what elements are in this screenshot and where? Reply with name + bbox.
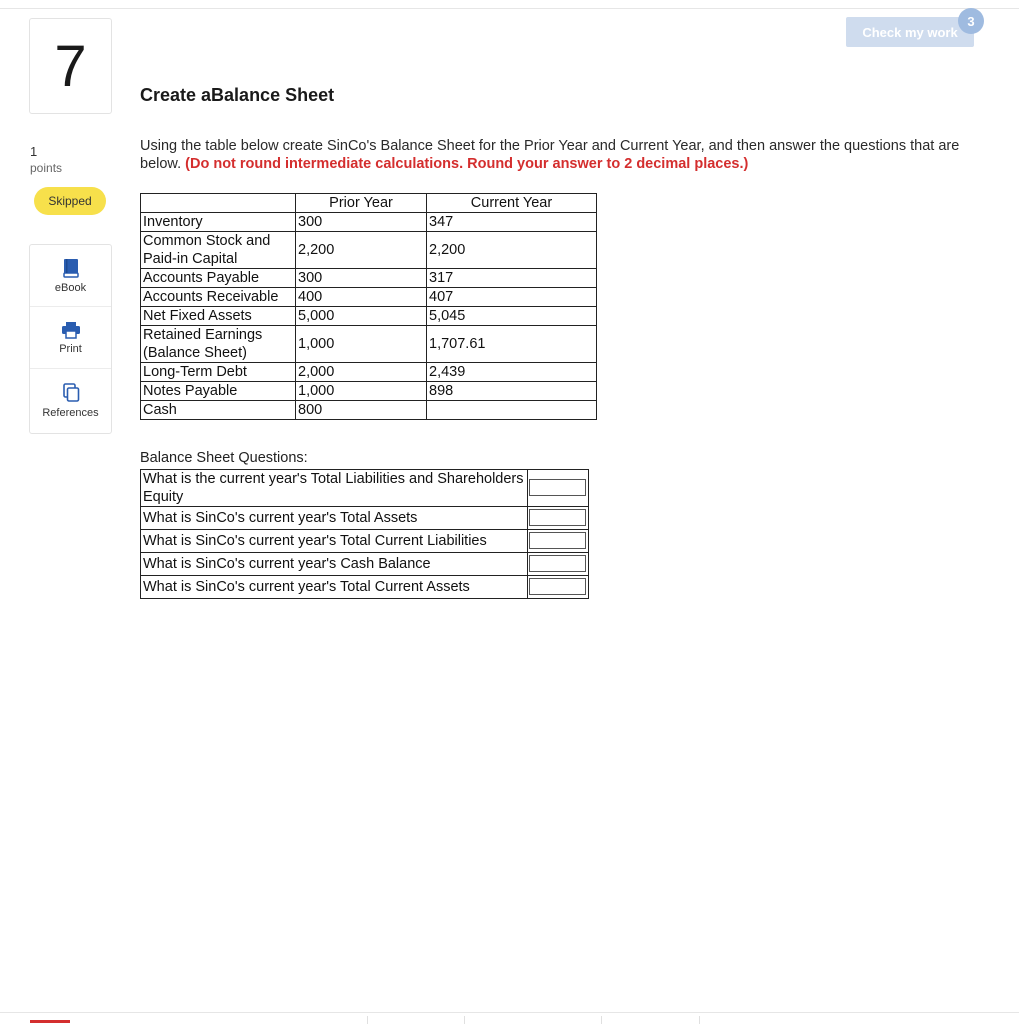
status-badge: Skipped: [34, 187, 106, 215]
question-row: [141, 576, 589, 599]
print-label: Print: [59, 342, 82, 355]
bottom-tick: [367, 1016, 368, 1024]
question-number: 7: [29, 18, 112, 114]
answer-input-total-current-assets[interactable]: [529, 578, 586, 595]
copy-icon: [62, 383, 80, 403]
question-row: [141, 530, 589, 553]
questions-table: [140, 469, 589, 599]
prompt-text: Using the table below create SinCo's Balance Sheet for the Prior Year and Current Year, and then answer the questions that are below.: [140, 138, 960, 172]
check-count-badge: 3: [958, 8, 984, 34]
prior-value: 2,200: [296, 232, 427, 269]
answer-input-total-current-liabilities[interactable]: [529, 532, 586, 549]
questions-heading: Balance Sheet Questions:: [140, 450, 308, 466]
current-value: 347: [427, 213, 597, 232]
answer-cell: [528, 470, 589, 507]
answer-input-cash-balance[interactable]: [529, 555, 586, 572]
tools-panel: [29, 244, 112, 434]
ebook-button[interactable]: [30, 245, 111, 307]
current-value: 2,439: [427, 363, 597, 382]
prior-value: 300: [296, 213, 427, 232]
current-value: 1,707.61: [427, 326, 597, 363]
table-header-blank: [141, 194, 296, 213]
answer-input-total-liabilities-equity[interactable]: [529, 479, 586, 496]
row-label: Net Fixed Assets: [141, 307, 296, 326]
prior-value: 400: [296, 288, 427, 307]
answer-cell: [528, 553, 589, 576]
current-value: 2,200: [427, 232, 597, 269]
question-row: [141, 553, 589, 576]
bottom-tick: [464, 1016, 465, 1024]
table-row: [141, 213, 597, 232]
bottom-tick: [601, 1016, 602, 1024]
question-text: What is the current year's Total Liabilities and Shareholders Equity: [141, 470, 528, 507]
printer-icon: [61, 321, 81, 339]
row-label: Long-Term Debt: [141, 363, 296, 382]
bottom-accent: [30, 1020, 70, 1023]
question-row: [141, 507, 589, 530]
answer-input-total-assets[interactable]: [529, 509, 586, 526]
ebook-label: eBook: [54, 281, 87, 294]
table-header-current: Current Year: [427, 194, 597, 213]
question-text: What is SinCo's current year's Total Current Assets: [141, 576, 528, 599]
prior-value: 5,000: [296, 307, 427, 326]
prior-value: 800: [296, 401, 427, 420]
table-row: [141, 269, 597, 288]
row-label: Accounts Receivable: [141, 288, 296, 307]
references-button[interactable]: [30, 369, 111, 433]
book-icon: [62, 258, 80, 278]
check-my-work-button[interactable]: Check my work: [846, 17, 974, 47]
row-label: Retained Earnings (Balance Sheet): [141, 326, 296, 363]
table-row: [141, 401, 597, 420]
answer-cell: [528, 507, 589, 530]
balance-data-table: [140, 193, 597, 420]
row-label: Common Stock and Paid-in Capital: [141, 232, 296, 269]
print-button[interactable]: [30, 307, 111, 369]
row-label: Cash: [141, 401, 296, 420]
table-row: [141, 288, 597, 307]
table-row: [141, 326, 597, 363]
current-value: [427, 401, 597, 420]
question-text: What is SinCo's current year's Total Assets: [141, 507, 528, 530]
current-value: 5,045: [427, 307, 597, 326]
prompt-emphasis: (Do not round intermediate calculations. Round your answer to 2 decimal places.): [185, 156, 749, 172]
current-value: 407: [427, 288, 597, 307]
bottom-divider: [0, 1012, 1019, 1013]
question-text: What is SinCo's current year's Total Current Liabilities: [141, 530, 528, 553]
table-header-row: [141, 194, 597, 213]
row-label: Notes Payable: [141, 382, 296, 401]
answer-cell: [528, 530, 589, 553]
prior-value: 1,000: [296, 326, 427, 363]
row-label: Accounts Payable: [141, 269, 296, 288]
prior-value: 300: [296, 269, 427, 288]
answer-cell: [528, 576, 589, 599]
current-value: 317: [427, 269, 597, 288]
table-row: [141, 363, 597, 382]
question-prompt: [140, 137, 990, 173]
bottom-tick: [699, 1016, 700, 1024]
prior-value: 2,000: [296, 363, 427, 382]
question-text: What is SinCo's current year's Cash Balance: [141, 553, 528, 576]
page-title: Create aBalance Sheet: [140, 85, 335, 105]
prior-value: 1,000: [296, 382, 427, 401]
table-header-prior: Prior Year: [296, 194, 427, 213]
references-label: References: [42, 407, 99, 419]
table-row: [141, 382, 597, 401]
question-row: [141, 470, 589, 507]
points-value: 1: [30, 144, 38, 159]
top-divider: [0, 8, 1019, 9]
table-row: [141, 307, 597, 326]
points-label: points: [30, 161, 63, 175]
table-row: [141, 232, 597, 269]
current-value: 898: [427, 382, 597, 401]
row-label: Inventory: [141, 213, 296, 232]
